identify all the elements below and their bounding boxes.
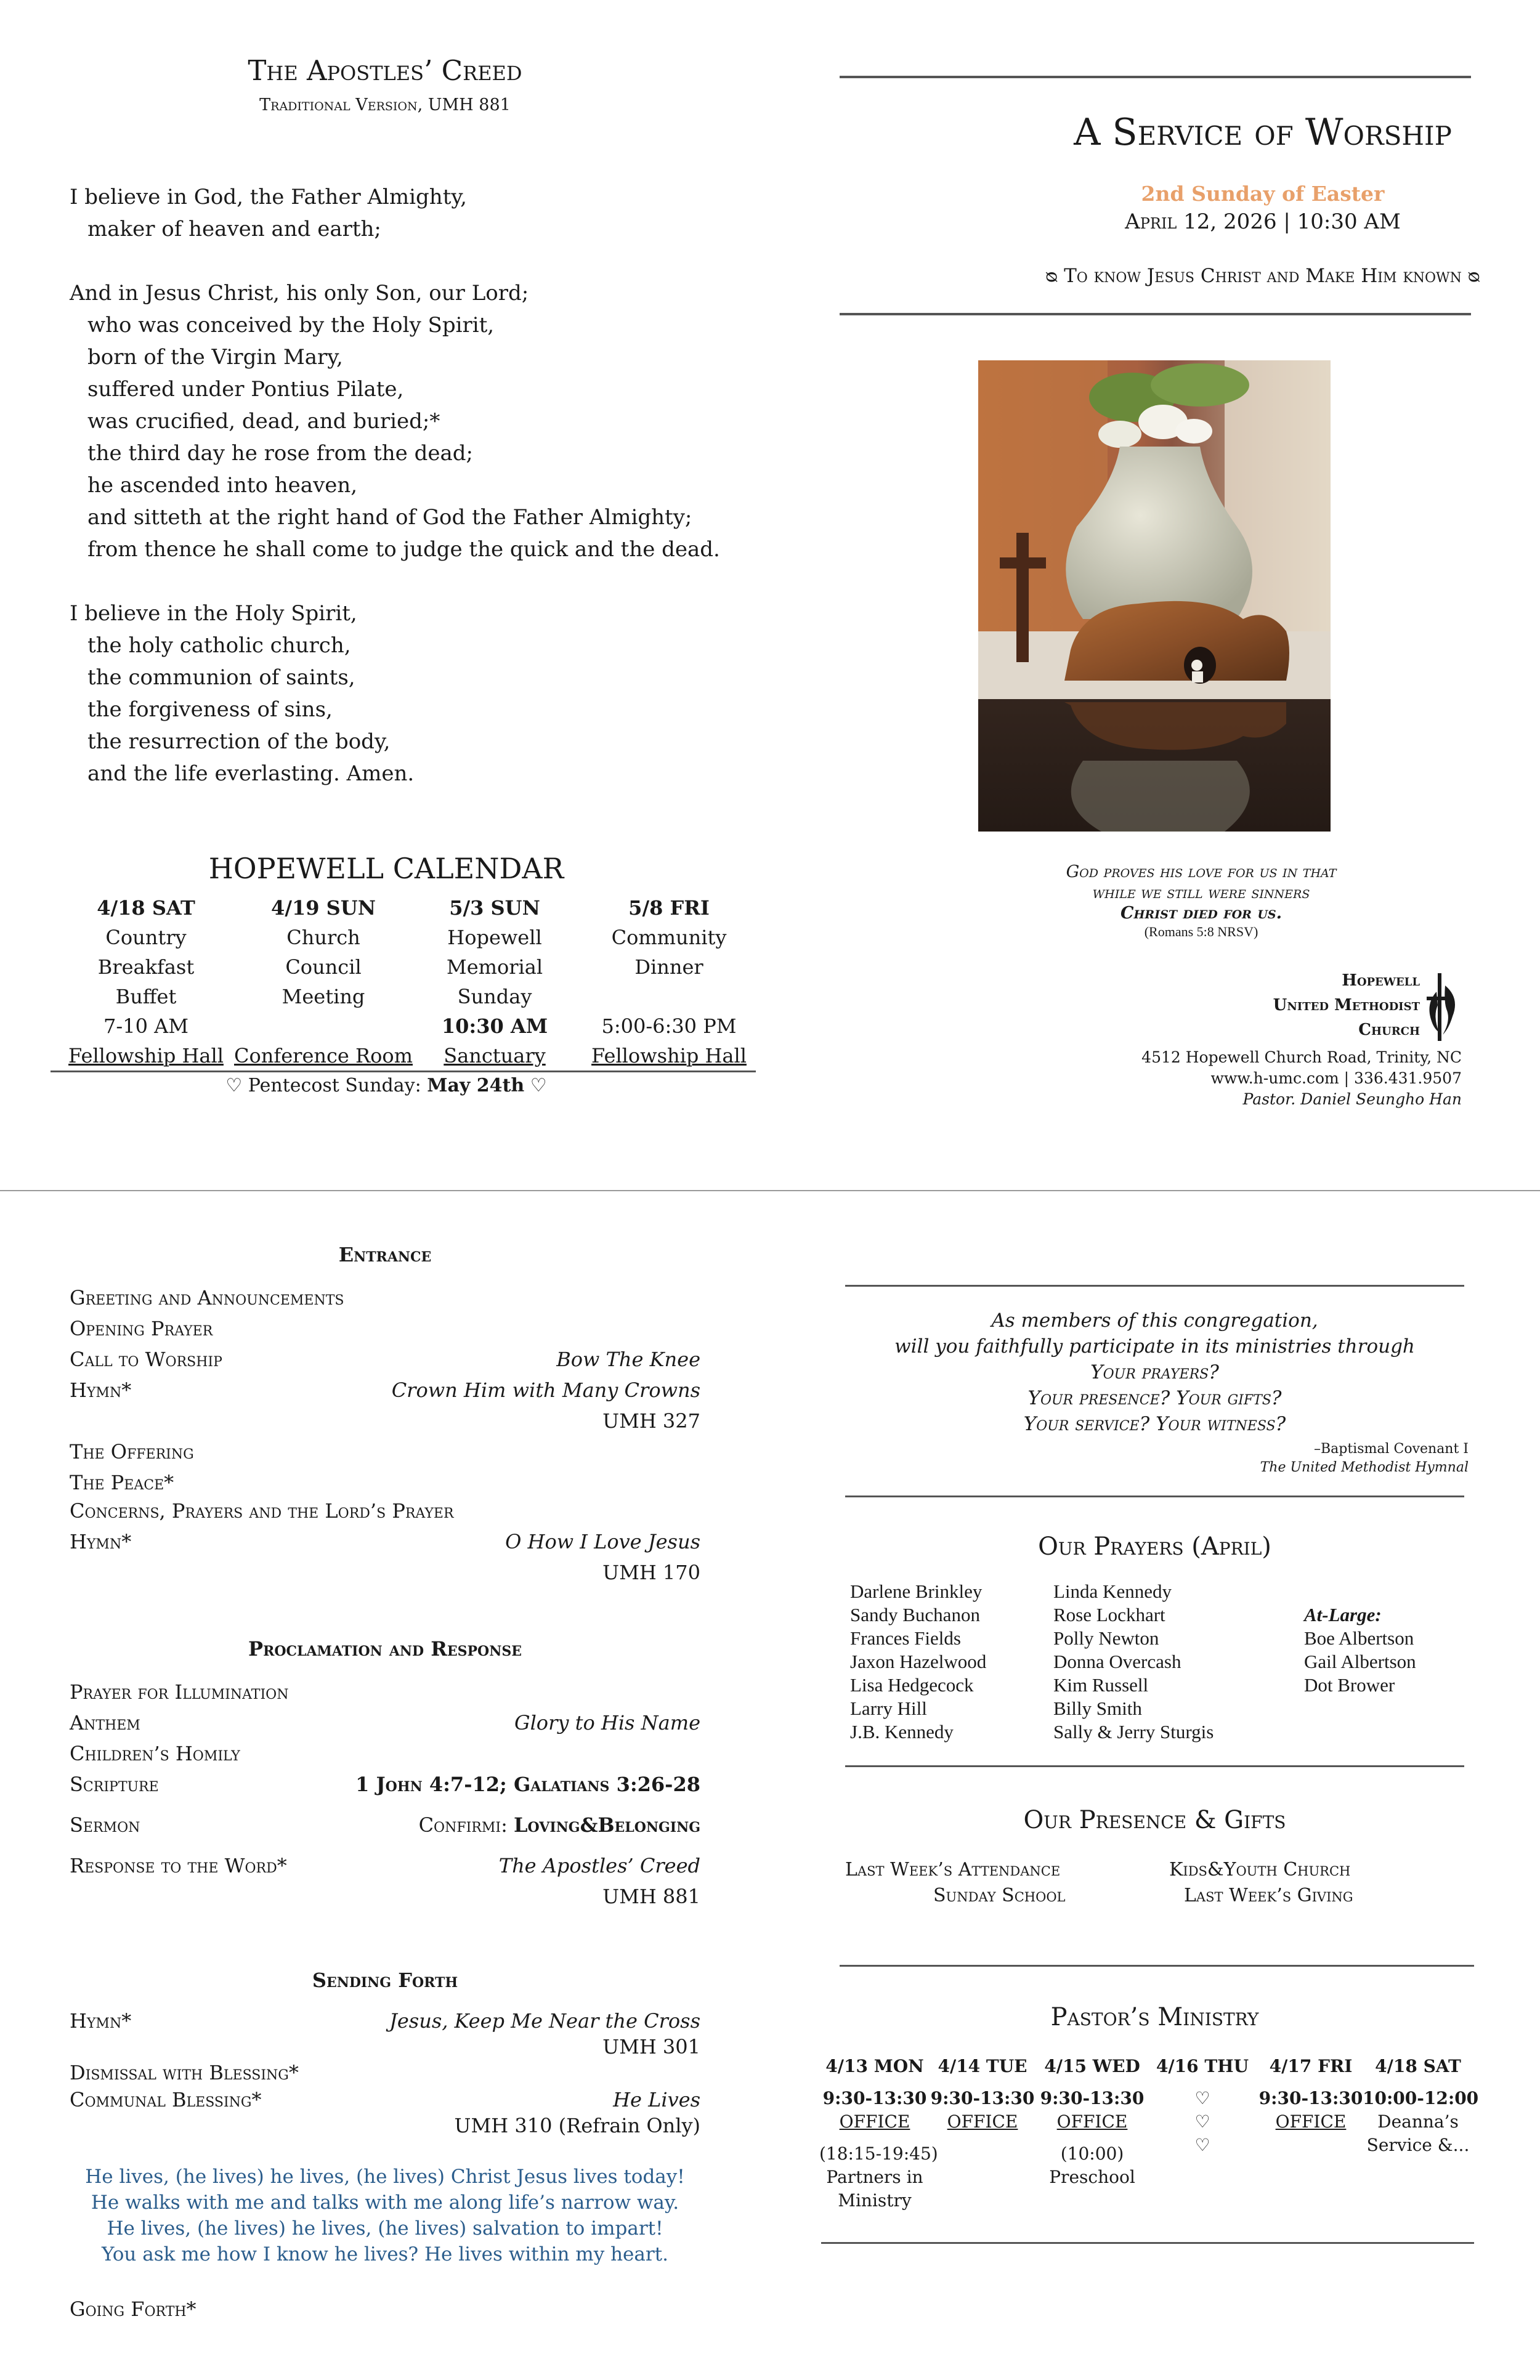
ministry-note: Partners in xyxy=(826,2167,923,2187)
creed-line: who was conceived by the Holy Spirit, xyxy=(87,313,495,338)
worship-item: Anthem xyxy=(70,1711,140,1734)
calendar-event-line: Church xyxy=(286,926,360,949)
hymn-number: UMH 881 xyxy=(602,1885,700,1908)
service-sunday: 2nd Sunday of Easter xyxy=(1141,182,1385,206)
entrance-heading: Entrance xyxy=(338,1243,432,1266)
covenant-line: Your presence? Your gifts? xyxy=(1027,1387,1282,1409)
hymn-number: UMH 327 xyxy=(602,1409,700,1433)
prayer-name: Jaxon Hazelwood xyxy=(850,1651,987,1672)
calendar-event-date: 5/8 FRI xyxy=(628,896,710,920)
hymn-number: UMH 170 xyxy=(602,1561,700,1584)
creed-line: and sitteth at the right hand of God the Father Almighty; xyxy=(87,505,692,530)
worship-item: Prayer for Illumination xyxy=(70,1680,289,1704)
prayers-bottom-rule xyxy=(845,1765,1464,1767)
worship-item-title: The Apostles’ Creed xyxy=(498,1854,700,1877)
church-address: 4512 Hopewell Church Road, Trinity, NC xyxy=(1141,1048,1462,1066)
church-name: Hopewell United Methodist Church xyxy=(1273,971,1420,1039)
creed-line: And in Jesus Christ, his only Son, our Lord; xyxy=(70,281,529,306)
ministry-time: 9:30-13:30 xyxy=(1258,2088,1363,2108)
verse-line: Christ died for us. xyxy=(1120,904,1283,923)
calendar-event-date: 4/18 SAT xyxy=(97,896,195,920)
worship-item-title: Glory to His Name xyxy=(514,1711,700,1734)
pastor-ministry-title: Pastor’s Ministry xyxy=(1050,2003,1259,2031)
ministry-day xyxy=(1363,2055,1479,2157)
pentecost-note: ♡ Pentecost Sunday: May 24th ♡ xyxy=(225,1075,547,1096)
ministry-office: OFFICE xyxy=(839,2111,910,2132)
ministry-day xyxy=(927,2055,1038,2134)
ministry-day xyxy=(1037,2055,1148,2189)
creed-line: maker of heaven and earth; xyxy=(87,217,381,241)
verse-line: God proves his love for us in that xyxy=(1066,862,1337,881)
worship-item: Hymn* xyxy=(70,1378,132,1402)
creed-line: from thence he shall come to judge the quick and the dead. xyxy=(87,537,720,562)
worship-item: Response to the Word* xyxy=(70,1854,287,1877)
ministry-note: Ministry xyxy=(838,2190,912,2211)
calendar-event-line: Meeting xyxy=(282,985,365,1008)
covenant-bottom-rule xyxy=(845,1496,1464,1497)
lyric-line: You ask me how I know he lives? He lives within my heart. xyxy=(101,2243,668,2265)
ministry-office: OFFICE xyxy=(947,2111,1018,2132)
ministry-office: OFFICE xyxy=(1275,2111,1347,2132)
covenant-line: Your prayers? xyxy=(1090,1361,1219,1383)
calendar-event xyxy=(570,893,768,1071)
calendar-event-line: Country xyxy=(105,926,187,949)
calendar-event-line: Buffet xyxy=(115,985,177,1008)
calendar-event-time: 10:30 AM xyxy=(441,1014,548,1038)
covenant-source: The United Methodist Hymnal xyxy=(1260,1460,1469,1475)
creed-line: born of the Virgin Mary, xyxy=(87,345,343,370)
calendar-event-place: Sanctuary xyxy=(444,1044,546,1067)
worship-item: Communal Blessing* xyxy=(70,2088,262,2111)
prayer-name: Larry Hill xyxy=(850,1698,927,1719)
scripture-reference: 1 John 4:7-12; Galatians 3:26-28 xyxy=(355,1773,700,1796)
prayer-name: Rose Lockhart xyxy=(1053,1604,1165,1625)
at-large-heading: At-Large: xyxy=(1304,1604,1382,1625)
ministry-time: 9:30-13:30 xyxy=(930,2088,1035,2108)
calendar-event xyxy=(396,893,593,1071)
prayer-name: Sally & Jerry Sturgis xyxy=(1053,1721,1214,1742)
calendar-title: HOPEWELL CALENDAR xyxy=(208,852,564,885)
ministry-day-label: 4/16 THU xyxy=(1156,2056,1249,2076)
ministry-day-label: 4/15 WED xyxy=(1044,2056,1140,2076)
calendar-event-line: Sunday xyxy=(457,985,532,1008)
prayer-name: J.B. Kennedy xyxy=(850,1721,954,1742)
prayer-name: Billy Smith xyxy=(1053,1698,1142,1719)
worship-item-title: Bow The Knee xyxy=(556,1348,700,1371)
worship-item: Dismissal with Blessing* xyxy=(70,2061,299,2084)
worship-item: Sermon xyxy=(70,1813,140,1837)
calendar-event-line: Dinner xyxy=(634,955,703,979)
prayers-title: Our Prayers (April) xyxy=(1038,1532,1271,1561)
proclamation-heading: Proclamation and Response xyxy=(248,1637,522,1661)
ministry-office: OFFICE xyxy=(1056,2111,1128,2132)
lyric-line: He lives, (he lives) he lives, (he lives) salvation to impart! xyxy=(107,2217,663,2240)
worship-item: Greeting and Announcements xyxy=(70,1286,344,1309)
ministry-note: Service &... xyxy=(1366,2135,1470,2155)
worship-item: The Offering xyxy=(70,1440,194,1463)
kids-youth-label: Kids&Youth Church xyxy=(1169,1859,1351,1880)
ministry-top-rule xyxy=(840,1965,1474,1967)
creed-line: I believe in God, the Father Almighty, xyxy=(70,185,467,209)
calendar-event-line: Hopewell xyxy=(447,926,542,949)
calendar-event-date: 5/3 SUN xyxy=(449,896,540,920)
calendar-event-line: Memorial xyxy=(446,955,543,979)
calendar-divider xyxy=(51,1071,756,1072)
worship-item: Scripture xyxy=(70,1773,159,1796)
giving-label: Last Week’s Giving xyxy=(1184,1885,1353,1906)
heart-icon: ♡ xyxy=(1194,2135,1210,2155)
attendance-label: Last Week’s Attendance xyxy=(845,1859,1061,1880)
prayer-name: Dot Brower xyxy=(1304,1674,1395,1696)
worship-item: The Peace* xyxy=(70,1471,174,1494)
prayer-name: Boe Albertson xyxy=(1304,1627,1414,1649)
ministry-day-label: 4/18 SAT xyxy=(1375,2056,1461,2076)
sunday-school-label: Sunday School xyxy=(933,1885,1066,1906)
creed-line: he ascended into heaven, xyxy=(87,473,358,498)
worship-item: Children’s Homily xyxy=(70,1742,240,1765)
verse-reference: (Romans 5:8 NRSV) xyxy=(1144,924,1258,939)
creed-line: I believe in the Holy Spirit, xyxy=(70,601,357,626)
calendar-event-place: Fellowship Hall xyxy=(591,1044,747,1067)
lyric-line: He lives, (he lives) he lives, (he lives) Christ Jesus lives today! xyxy=(85,2166,685,2188)
going-forth: Going Forth* xyxy=(70,2297,197,2321)
sermon-title: Confirmi: Loving&Belonging xyxy=(418,1813,700,1837)
ministry-time: 9:30-13:30 xyxy=(822,2088,927,2108)
calendar-event-time: 5:00-6:30 PM xyxy=(601,1014,737,1038)
prayer-name: Lisa Hedgecock xyxy=(850,1674,974,1696)
prayer-name: Donna Overcash xyxy=(1053,1651,1181,1672)
creed-line: was crucified, dead, and buried;* xyxy=(87,409,440,434)
calendar-event-time: 7-10 AM xyxy=(103,1014,188,1038)
ministry-day-label: 4/17 FRI xyxy=(1269,2056,1353,2076)
creed-line: the communion of saints, xyxy=(87,665,355,690)
prayer-name: Sandy Buchanon xyxy=(850,1604,980,1625)
prayer-name: Gail Albertson xyxy=(1304,1651,1416,1672)
ministry-day xyxy=(819,2055,938,2212)
covenant-attribution: –Baptismal Covenant I xyxy=(1313,1441,1469,1457)
sending-heading: Sending Forth xyxy=(312,1969,458,1992)
creed-line: the forgiveness of sins, xyxy=(87,697,333,722)
heart-icon: ♡ xyxy=(1194,2111,1210,2132)
creed-subtitle: Traditional Version, UMH 881 xyxy=(259,95,511,115)
hymn-number: UMH 301 xyxy=(602,2035,700,2058)
prayer-name: Kim Russell xyxy=(1053,1674,1149,1696)
worship-item: Hymn* xyxy=(70,2009,132,2033)
cover-bottom-rule xyxy=(840,313,1471,315)
cover-top-rule xyxy=(840,76,1471,78)
calendar-event-line: Council xyxy=(285,955,362,979)
calendar-event-place: Fellowship Hall xyxy=(68,1044,224,1067)
covenant-line: will you faithfully participate in its ministries through xyxy=(894,1335,1415,1358)
ministry-time: 9:30-13:30 xyxy=(1040,2088,1145,2108)
easter-tomb-photo xyxy=(978,360,1331,832)
heart-icon: ♡ xyxy=(1194,2088,1210,2108)
service-title: A Service of Worship xyxy=(1074,111,1452,154)
ministry-day xyxy=(1147,2055,1258,2157)
worship-item-title: He Lives xyxy=(613,2088,700,2111)
ministry-bottom-rule xyxy=(821,2242,1474,2244)
ministry-day xyxy=(1255,2055,1366,2134)
creed-line: and the life everlasting. Amen. xyxy=(87,761,415,786)
prayer-name: Darlene Brinkley xyxy=(850,1581,983,1602)
covenant-line: Your service? Your witness? xyxy=(1023,1413,1286,1435)
lyric-line: He walks with me and talks with me along life’s narrow way. xyxy=(91,2192,679,2214)
calendar-event-place: Conference Room xyxy=(234,1044,413,1067)
prayer-name: Frances Fields xyxy=(850,1627,961,1649)
ministry-note: Preschool xyxy=(1049,2167,1135,2187)
calendar-event-time xyxy=(225,1011,422,1041)
mission-statement: ᴓ To know Jesus Christ and Make Him known ᴓ xyxy=(1045,265,1480,287)
worship-item-title: Jesus, Keep Me Near the Cross xyxy=(389,2009,700,2033)
creed-title: The Apostles’ Creed xyxy=(248,54,522,87)
verse-line: while we still were sinners xyxy=(1092,883,1310,902)
ministry-note: (18:15-19:45) xyxy=(819,2143,938,2164)
cross-and-flame-icon xyxy=(1424,973,1461,1041)
prayer-name: Polly Newton xyxy=(1053,1627,1159,1649)
calendar-event xyxy=(225,893,422,1071)
page-divider xyxy=(0,1190,1540,1191)
ministry-note: Deanna’s xyxy=(1377,2111,1459,2132)
creed-line: the resurrection of the body, xyxy=(87,729,391,754)
prayer-name: Linda Kennedy xyxy=(1053,1581,1172,1602)
ministry-note: (10:00) xyxy=(1060,2143,1124,2164)
worship-item: Concerns, Prayers and the Lord’s Prayer xyxy=(70,1499,454,1523)
calendar-event-line: Breakfast xyxy=(97,955,195,979)
pastor-name: Pastor. Daniel Seungho Han xyxy=(1242,1090,1462,1108)
worship-item-title: O How I Love Jesus xyxy=(505,1530,700,1553)
creed-line: the holy catholic church, xyxy=(87,633,351,658)
creed-line: the third day he rose from the dead; xyxy=(87,441,473,466)
ministry-day-label: 4/13 MON xyxy=(825,2056,924,2076)
worship-item: Hymn* xyxy=(70,1530,132,1553)
church-web-phone: www.h-umc.com | 336.431.9507 xyxy=(1210,1069,1462,1087)
calendar-event-line xyxy=(570,982,768,1011)
creed-line: suffered under Pontius Pilate, xyxy=(87,377,404,402)
worship-item: Call to Worship xyxy=(70,1348,222,1371)
ministry-day-label: 4/14 TUE xyxy=(938,2056,1027,2076)
gifts-title: Our Presence & Gifts xyxy=(1023,1806,1286,1834)
calendar-event xyxy=(47,893,245,1071)
service-date: April 12, 2026 | 10:30 AM xyxy=(1125,209,1401,234)
calendar-event-date: 4/19 SUN xyxy=(271,896,376,920)
hymn-number: UMH 310 (Refrain Only) xyxy=(454,2114,700,2137)
covenant-line: As members of this congregation, xyxy=(991,1309,1318,1332)
calendar-event-line: Community xyxy=(611,926,727,949)
worship-item: Opening Prayer xyxy=(70,1317,213,1340)
ministry-time: 10:00-12:00 xyxy=(1363,2088,1479,2108)
covenant-top-rule xyxy=(845,1285,1464,1287)
worship-item-title: Crown Him with Many Crowns xyxy=(391,1378,700,1402)
